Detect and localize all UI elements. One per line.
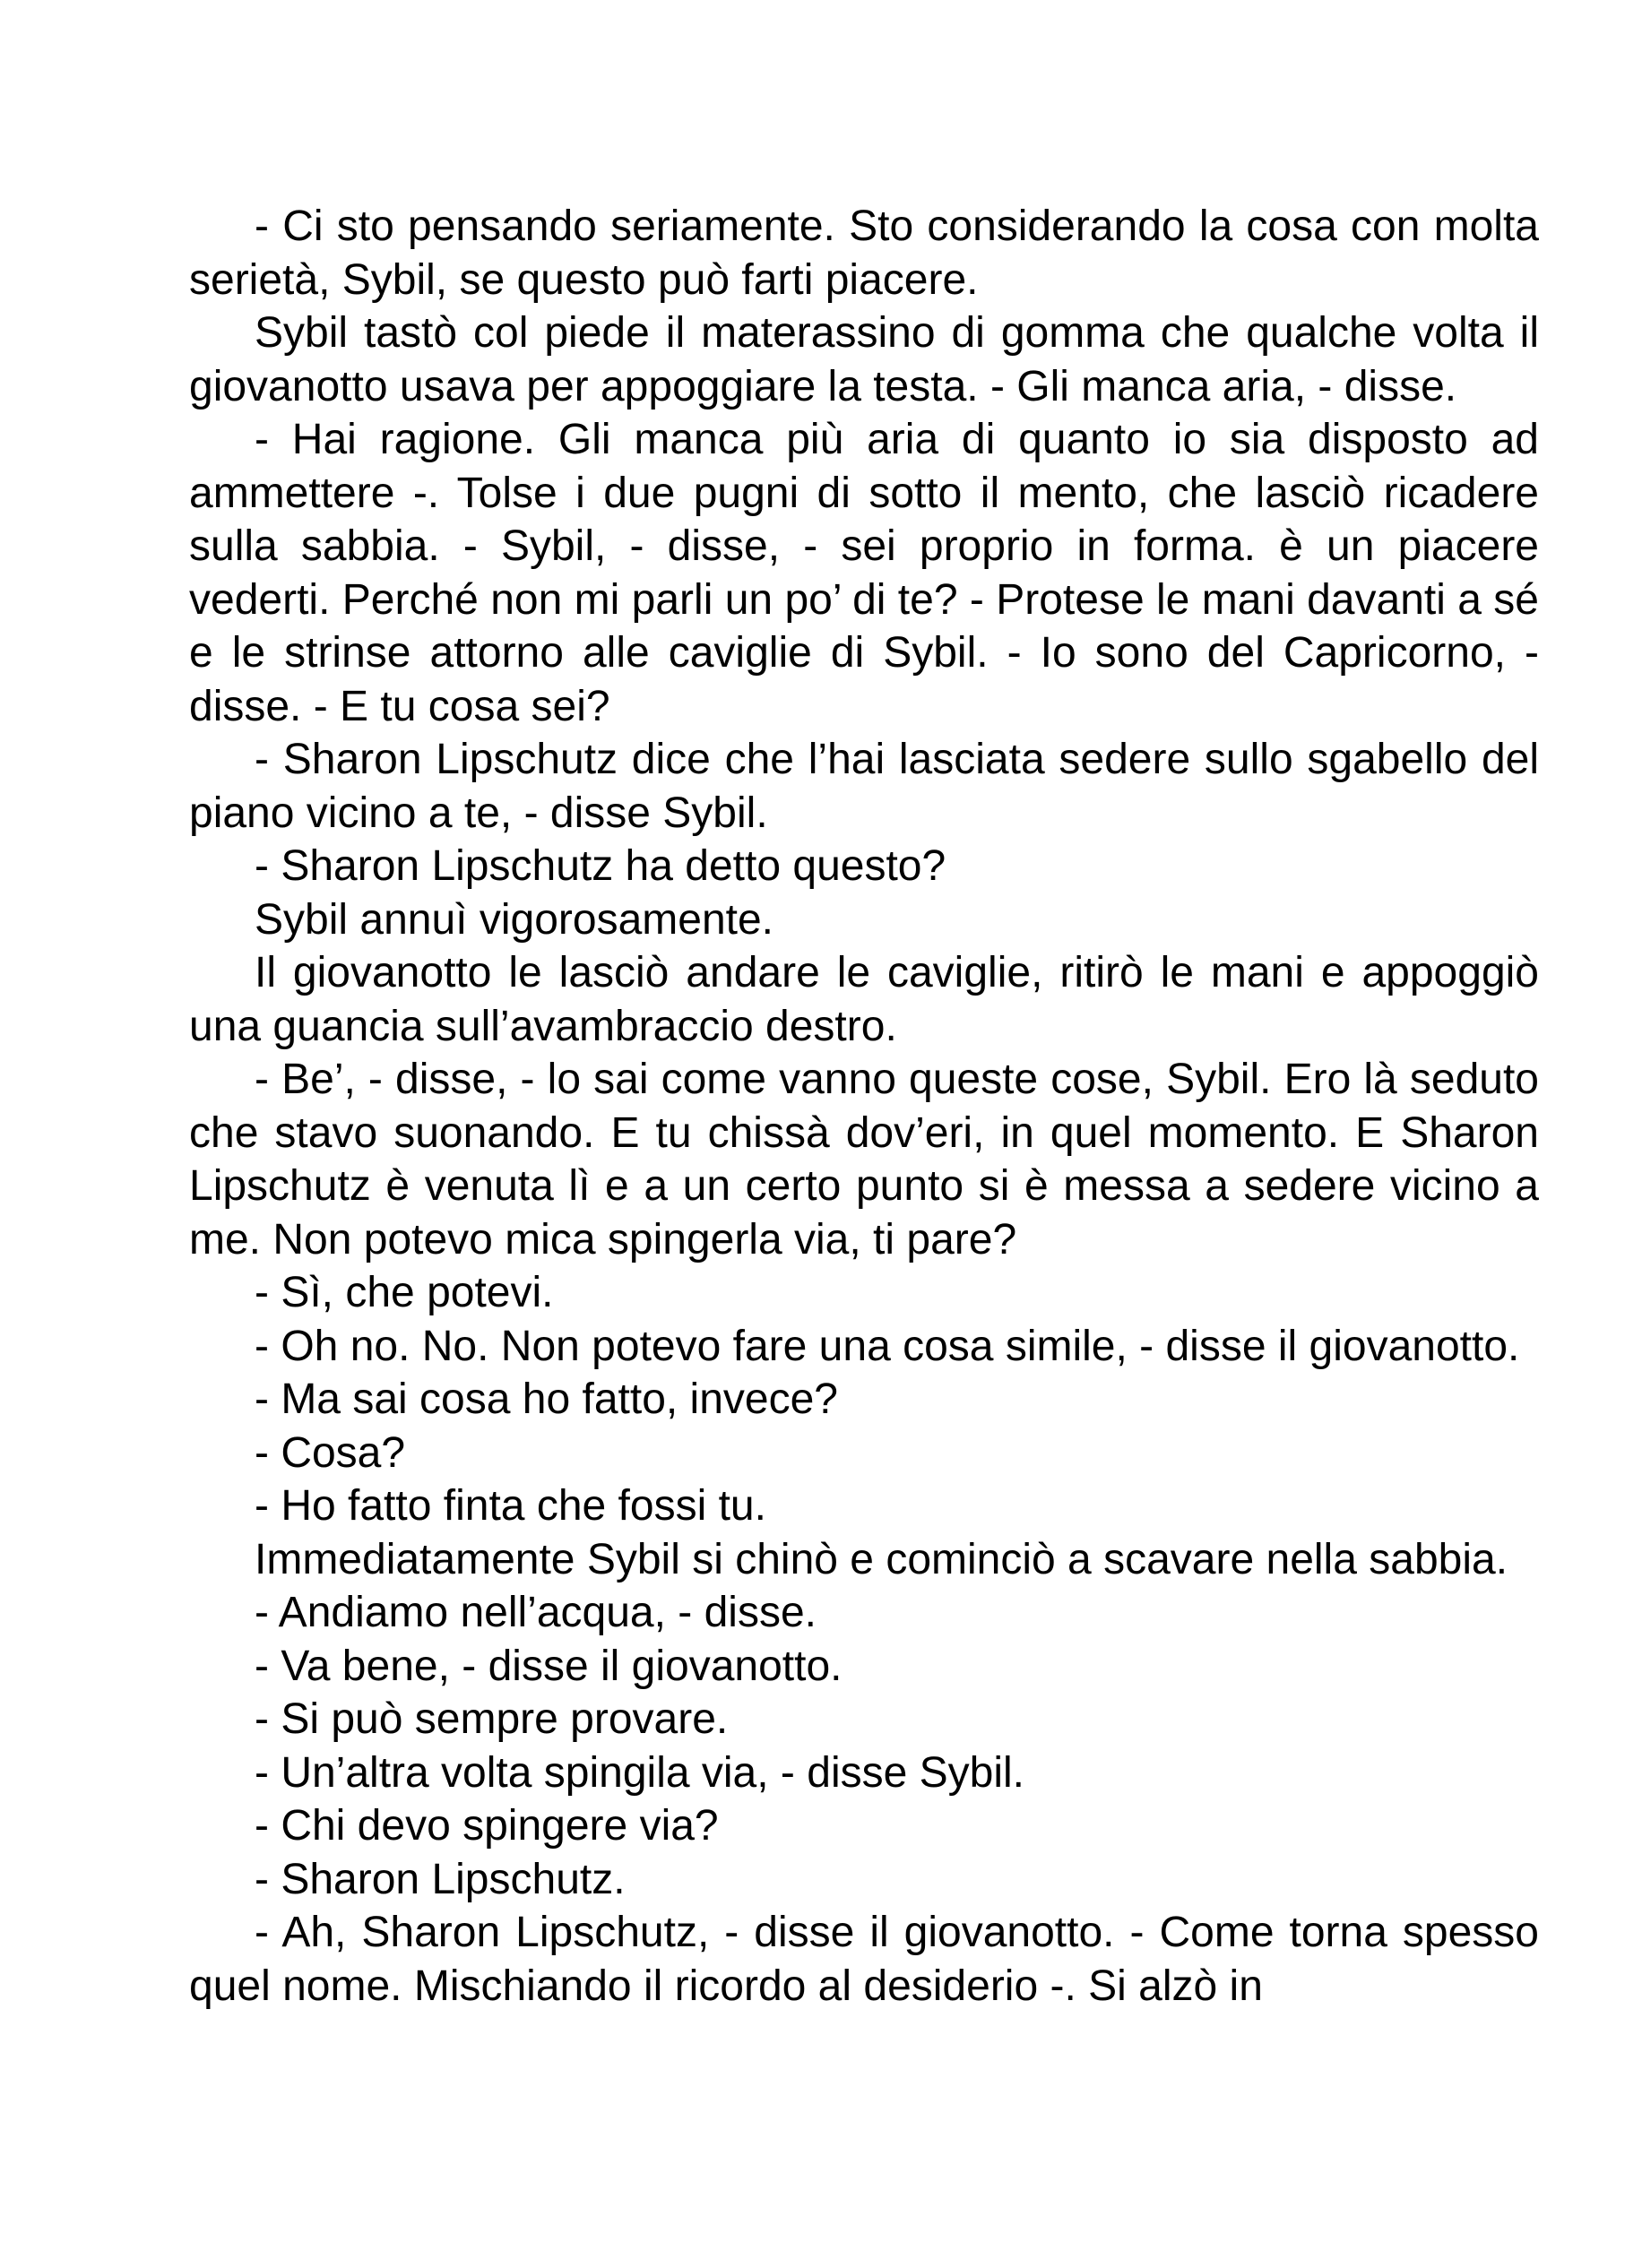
paragraph: - Ci sto pensando seriamente. Sto considerando la cosa con molta serietà, Sybil, se questo può farti piacere.	[189, 203, 1539, 304]
paragraph: - Andiamo nell’acqua, - disse.	[255, 1589, 817, 1636]
paragraph: - Ah, Sharon Lipschutz, - disse il giovanotto. - Come torna spesso quel nome. Mischiando il ricordo al desiderio -. Si alzò in	[189, 1909, 1539, 2010]
paragraph: Immediatamente Sybil si chinò e cominciò a scavare nella sabbia.	[255, 1535, 1508, 1583]
paragraph: - Ma sai cosa ho fatto, invece?	[255, 1375, 838, 1423]
paragraph: Sybil tastò col piede il materassino di gomma che qualche volta il giovanotto usava per appoggiare la testa. - Gli manca aria, - disse.	[189, 309, 1539, 410]
paragraph: - Sharon Lipschutz ha detto questo?	[255, 842, 946, 890]
paragraph: - Un’altra volta spingila via, - disse Sybil.	[255, 1748, 1025, 1797]
page-text	[189, 200, 1539, 2013]
paragraph: - Ho fatto finta che fossi tu.	[255, 1482, 766, 1530]
paragraph: - Cosa?	[255, 1428, 406, 1477]
paragraph: - Sharon Lipschutz dice che l’hai lasciata sedere sullo sgabello del piano vicino a te, - disse Sybil.	[189, 736, 1539, 837]
paragraph: Sybil annuì vigorosamente.	[255, 895, 773, 944]
paragraph: - Va bene, - disse il giovanotto.	[255, 1642, 843, 1690]
paragraph: - Si può sempre provare.	[255, 1695, 729, 1743]
paragraph: - Hai ragione. Gli manca più aria di quanto io sia disposto ad ammettere -. Tolse i due pugni di sotto il mento, che lasciò ricadere sulla sabbia. - Sybil, - disse, - sei proprio in forma. è un piacere vederti. Perché non mi parli un po’ di te? - Protese le mani davanti a sé e le strinse attorno alle caviglie di Sybil. - Io sono del Capricorno, - disse. - E tu cosa sei?	[189, 416, 1539, 730]
paragraph: - Chi devo spingere via?	[255, 1802, 719, 1850]
paragraph: Il giovanotto le lasciò andare le caviglie, ritirò le mani e appoggiò una guancia sull’avambraccio destro.	[189, 949, 1539, 1050]
paragraph: - Sharon Lipschutz.	[255, 1855, 626, 1903]
paragraph: - Sì, che potevi.	[255, 1269, 554, 1316]
paragraph: - Oh no. No. Non potevo fare una cosa simile, - disse il giovanotto.	[255, 1322, 1520, 1370]
paragraph: - Be’, - disse, - lo sai come vanno queste cose, Sybil. Ero là seduto che stavo suonando. E tu chissà dov’eri, in quel momento. E Sharon Lipschutz è venuta lì e a un certo punto si è messa a sedere vicino a me. Non potevo mica spingerla via, ti pare?	[189, 1056, 1539, 1263]
